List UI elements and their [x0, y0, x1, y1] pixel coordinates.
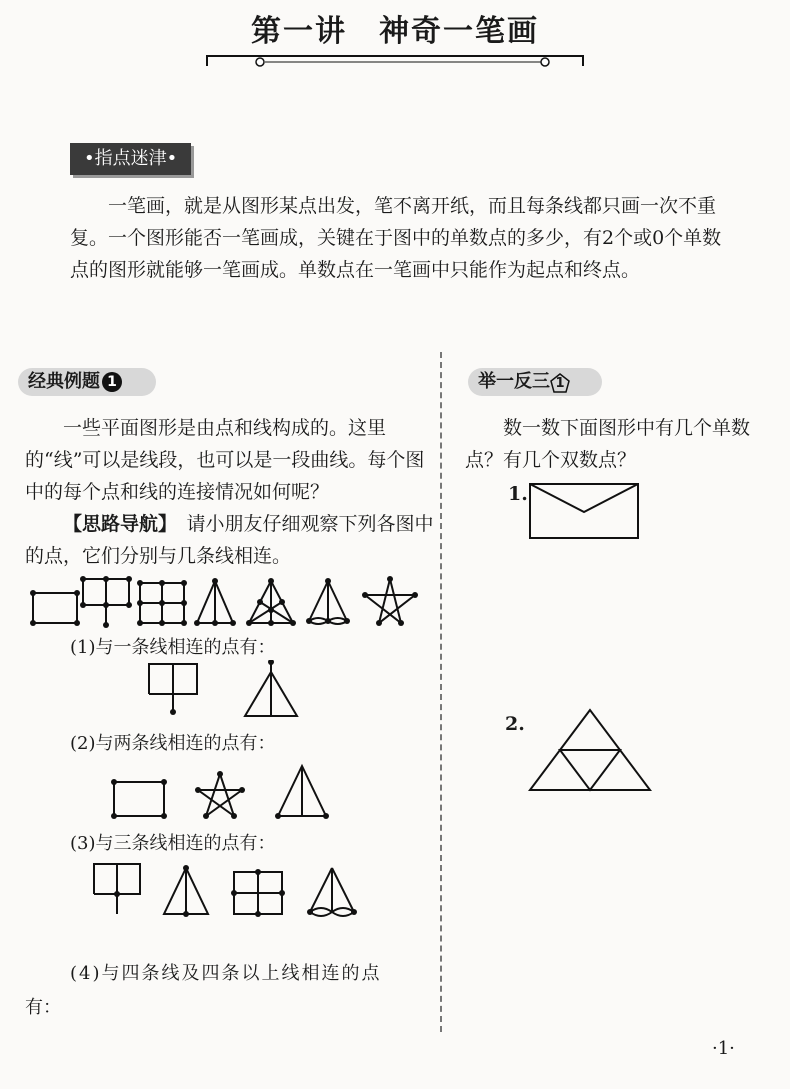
q3-grid	[231, 869, 285, 917]
practice-number-badge: 1	[550, 373, 570, 393]
tip-paragraph	[70, 190, 730, 286]
question-4-tail: 有：	[25, 997, 61, 1018]
question-1: (1)与一条线相连的点有：	[70, 637, 276, 658]
guide-label: 【思路导航】	[63, 513, 168, 535]
example-intro: 一些平面图形是由点和线构成的。这里的“线”可以是线段，也可以是一段曲线。每个图中的每个点和线的连接情况如何呢？	[25, 417, 425, 503]
figure-grid	[137, 580, 187, 626]
figure-cone	[306, 578, 350, 624]
title-ornament	[205, 46, 585, 70]
figure-post-box	[80, 576, 132, 628]
example-text	[25, 412, 435, 572]
q2-figures	[108, 760, 348, 822]
practice-item-1-label: 1.	[508, 483, 528, 505]
figure-triangle-cevians	[246, 578, 296, 626]
q2-triangle	[275, 766, 329, 819]
question-4: (4)与四条线及四条以上线相连的点	[70, 963, 382, 984]
q1-triangle	[245, 660, 297, 716]
practice-figure-triangle	[526, 708, 656, 794]
figure-row	[25, 575, 425, 631]
page-number: ·1·	[712, 1038, 735, 1059]
tip-text: 一笔画，就是从图形某点出发，笔不离开纸，而且每条线都只画一次不重复。一个图形能否一笔画成，关键在于图中的单数点的多少，有2个或0个单数点的图形就能够一笔画成。单数点在一笔画中只能作为起点和终点。	[70, 195, 722, 281]
q3-triangle	[164, 865, 208, 917]
practice-heading	[468, 368, 602, 396]
figure-rectangle	[30, 590, 80, 626]
q1-post-box	[149, 664, 197, 715]
example-heading	[18, 368, 156, 396]
q2-rectangle	[111, 779, 167, 819]
example-guide	[25, 508, 435, 572]
practice-heading-label: 举一反三	[478, 371, 550, 392]
q1-figures	[145, 660, 305, 720]
example-heading-label: 经典例题	[28, 371, 100, 392]
tip-heading: •指点迷津•	[70, 143, 191, 175]
practice-figure-envelope	[528, 482, 640, 540]
example-number-badge: 1	[102, 372, 122, 392]
practice-question: 数一数下面图形中有几个单数点？有几个双数点？	[465, 417, 751, 471]
column-divider	[440, 352, 442, 1032]
q3-figures	[88, 858, 368, 920]
figure-star	[362, 576, 418, 626]
q2-star	[195, 771, 245, 819]
q3-cone	[307, 868, 357, 916]
practice-item-2-label: 2.	[505, 713, 525, 735]
page-title: 第一讲 神奇一笔画	[251, 14, 539, 49]
question-3: (3)与三条线相连的点有：	[70, 833, 276, 854]
figure-triangle-median	[194, 578, 236, 626]
question-2: (2)与两条线相连的点有：	[70, 733, 276, 754]
guide-text: 请小朋友仔细观察下列各图中的点，它们分别与几条线相连。	[25, 513, 434, 567]
q3-post-box	[94, 864, 140, 914]
